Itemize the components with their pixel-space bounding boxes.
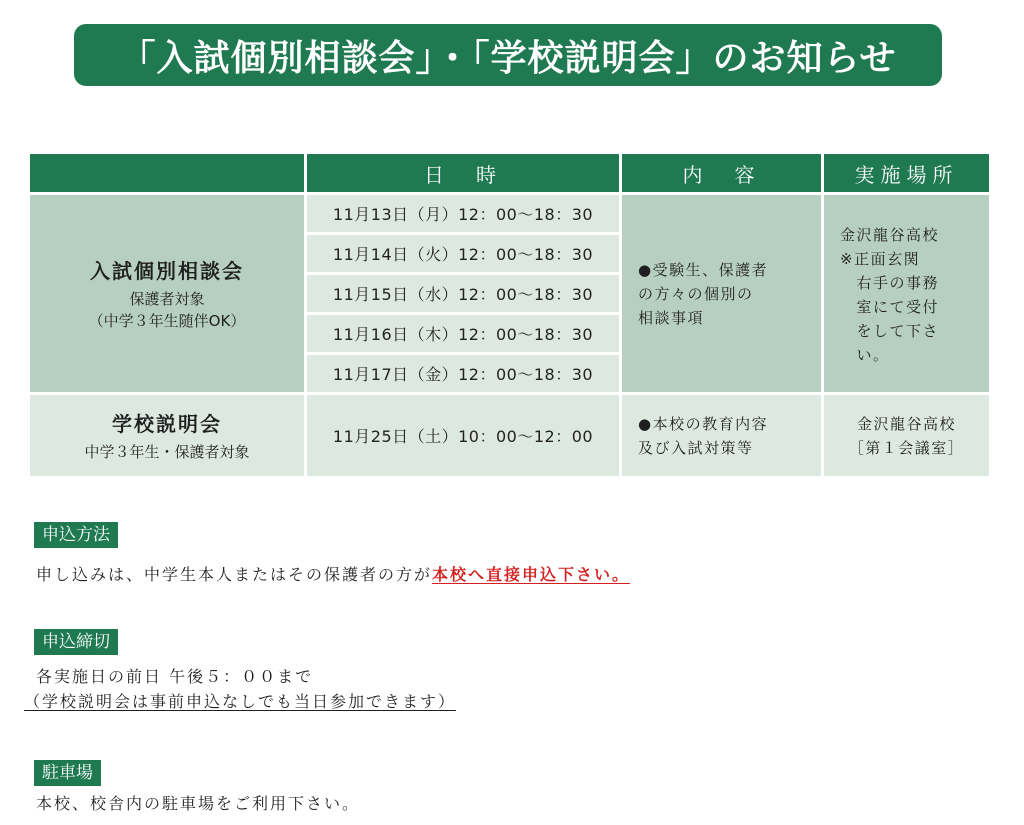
content-line: ●受験生、保護者 <box>638 260 769 279</box>
header-datetime: 日 時 <box>307 154 619 192</box>
date-row: 11月17日（金）12：00〜18：30 <box>307 355 619 392</box>
date-row: 11月25日（土）10：00〜12：00 <box>307 395 619 476</box>
event-content-cell <box>622 195 821 392</box>
venue-line: 金沢龍谷高校 <box>840 226 940 244</box>
date-row: 11月14日（火）12：00〜18：30 <box>307 235 619 272</box>
date-row: 11月13日（月）12：00〜18：30 <box>307 195 619 232</box>
event-consultation-cell <box>30 195 304 392</box>
page-title-banner <box>74 24 942 86</box>
section-tag-apply: 申込方法 <box>34 522 118 548</box>
section-tag-deadline: 申込締切 <box>34 629 118 655</box>
venue-line: ［第１会議室］ <box>848 438 965 457</box>
deadline-line1: 各実施日の前日 午後５：００まで <box>36 667 314 686</box>
event-venue-cell <box>824 195 989 392</box>
page-title: 「入試個別相談会」・「学校説明会」のお知らせ <box>119 37 897 79</box>
event-name: 入試個別相談会 <box>90 259 244 283</box>
content-line: 相談事項 <box>638 308 705 327</box>
apply-text-emphasis: 本校へ直接申込下さい。 <box>432 565 631 584</box>
venue-line: 右手の事務 <box>840 274 940 292</box>
content-line: 及び入試対策等 <box>638 438 754 457</box>
schedule-table <box>30 154 989 476</box>
event-audience-note: （中学３年生随伴OK） <box>88 312 246 330</box>
event-briefing-cell <box>30 395 304 476</box>
deadline-line2: （学校説明会は事前申込なしでも当日参加できます） <box>24 692 457 711</box>
venue-line: をして下さ <box>840 322 940 340</box>
header-venue: 実施場所 <box>824 154 989 192</box>
header-blank <box>30 154 304 192</box>
parking-text: 本校、校舎内の駐車場をご利用下さい。 <box>36 794 361 813</box>
date-row: 11月15日（水）12：00〜18：30 <box>307 275 619 312</box>
event-audience: 保護者対象 <box>129 290 205 308</box>
event-name: 学校説明会 <box>112 412 222 436</box>
event-venue-cell <box>824 395 989 476</box>
event-audience: 中学３年生・保護者対象 <box>84 443 250 461</box>
content-line: の方々の個別の <box>638 284 754 303</box>
event-content-cell <box>622 395 821 476</box>
header-content: 内 容 <box>622 154 821 192</box>
venue-line: 室にて受付 <box>840 298 940 316</box>
date-row: 11月16日（木）12：00〜18：30 <box>307 315 619 352</box>
content-line: ●本校の教育内容 <box>638 414 769 433</box>
venue-line: 金沢龍谷高校 <box>856 414 956 433</box>
apply-text <box>36 562 630 585</box>
venue-line: ※正面玄関 <box>840 250 921 268</box>
venue-line: い。 <box>840 346 890 364</box>
apply-text-main: 申し込みは、中学生本人またはその保護者の方が <box>36 565 433 584</box>
section-tag-parking: 駐車場 <box>34 760 101 786</box>
